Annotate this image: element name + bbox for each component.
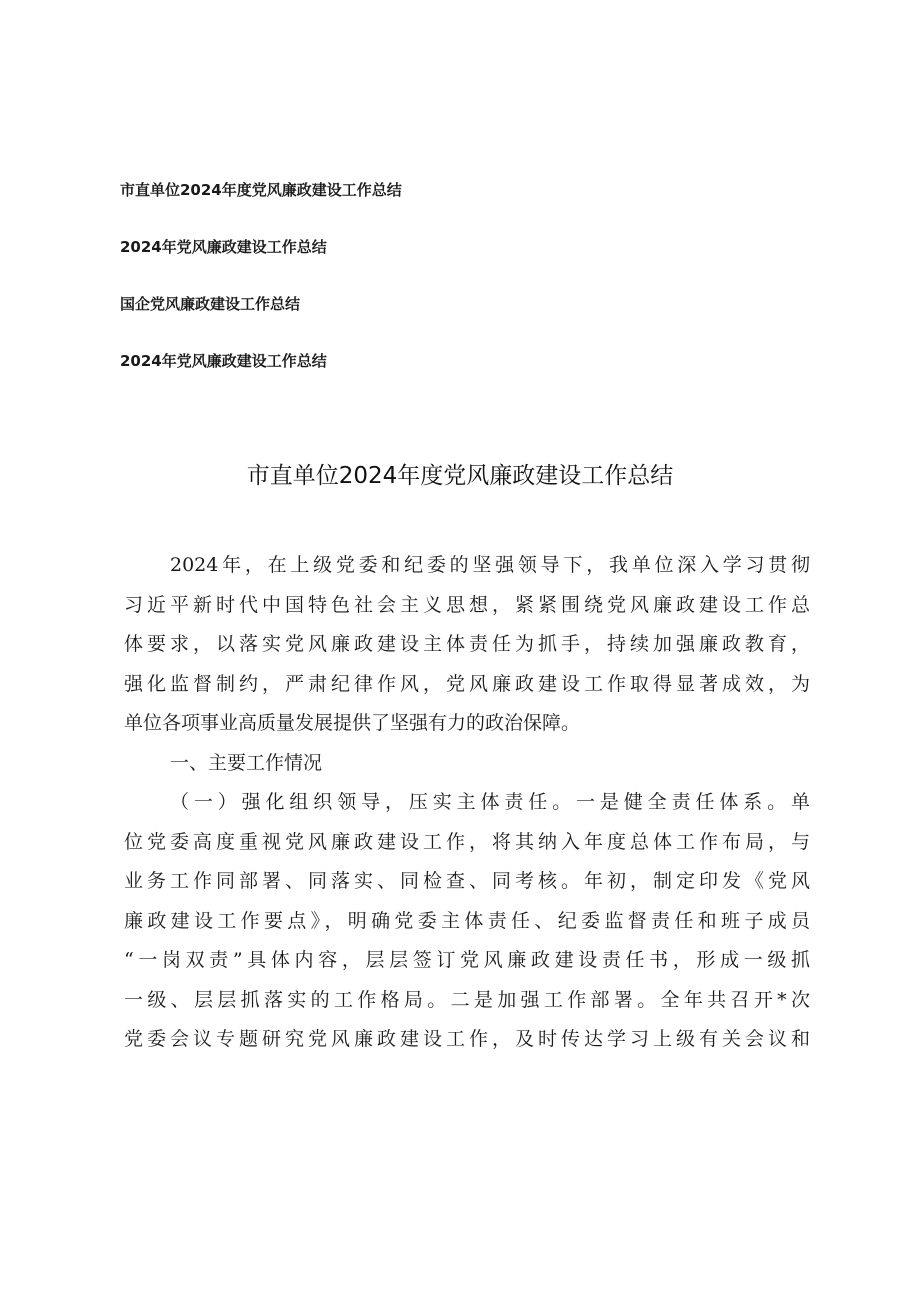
paragraph-line: “一岗双责”具体内容，层层签订党风廉政建设责任书，形成一级抓 xyxy=(124,949,810,971)
toc-item[interactable]: 市直单位2024年度党风廉政建设工作总结 xyxy=(120,181,402,199)
paragraph-line: 一级、层层抓落实的工作格局。二是加强工作部署。全年共召开*次 xyxy=(124,988,810,1011)
paragraph-line: 习近平新时代中国特色社会主义思想，紧紧围绕党风廉政建设工作总 xyxy=(124,593,810,616)
paragraph-line: 廉政建设工作要点》，明确党委主体责任、纪委监督责任和班子成员 xyxy=(124,909,810,932)
document-title: 市直单位2024年度党风廉政建设工作总结 xyxy=(246,463,674,489)
paragraph-line: 强化监督制约，严肃纪律作风，党风廉政建设工作取得显著成效，为 xyxy=(124,672,810,695)
paragraph-line: 单位各项事业高质量发展提供了坚强有力的政治保障。 xyxy=(124,712,581,734)
paragraph-line: 2024年，在上级党委和纪委的坚强领导下，我单位深入学习贯彻 xyxy=(170,554,810,576)
paragraph-line: 党委会议专题研究党风廉政建设工作，及时传达学习上级有关会议和 xyxy=(124,1028,810,1050)
section-heading: 一、主要工作情况 xyxy=(170,751,323,774)
table-of-contents xyxy=(120,176,820,404)
paragraph-line: 位党委高度重视党风廉政建设工作，将其纳入年度总体工作布局，与 xyxy=(124,830,810,853)
paragraph-line: 业务工作同部署、同落实、同检查、同考核。年初，制定印发《党风 xyxy=(124,870,810,892)
paragraph-line: 体要求，以落实党风廉政建设主体责任为抓手，持续加强廉政教育， xyxy=(124,633,810,655)
toc-item[interactable]: 2024年党风廉政建设工作总结 xyxy=(120,352,327,370)
document-body xyxy=(124,546,810,1060)
toc-item[interactable]: 国企党风廉政建设工作总结 xyxy=(120,295,301,313)
toc-item[interactable]: 2024年党风廉政建设工作总结 xyxy=(120,238,327,256)
paragraph-line: （一）强化组织领导，压实主体责任。一是健全责任体系。单 xyxy=(170,791,810,813)
